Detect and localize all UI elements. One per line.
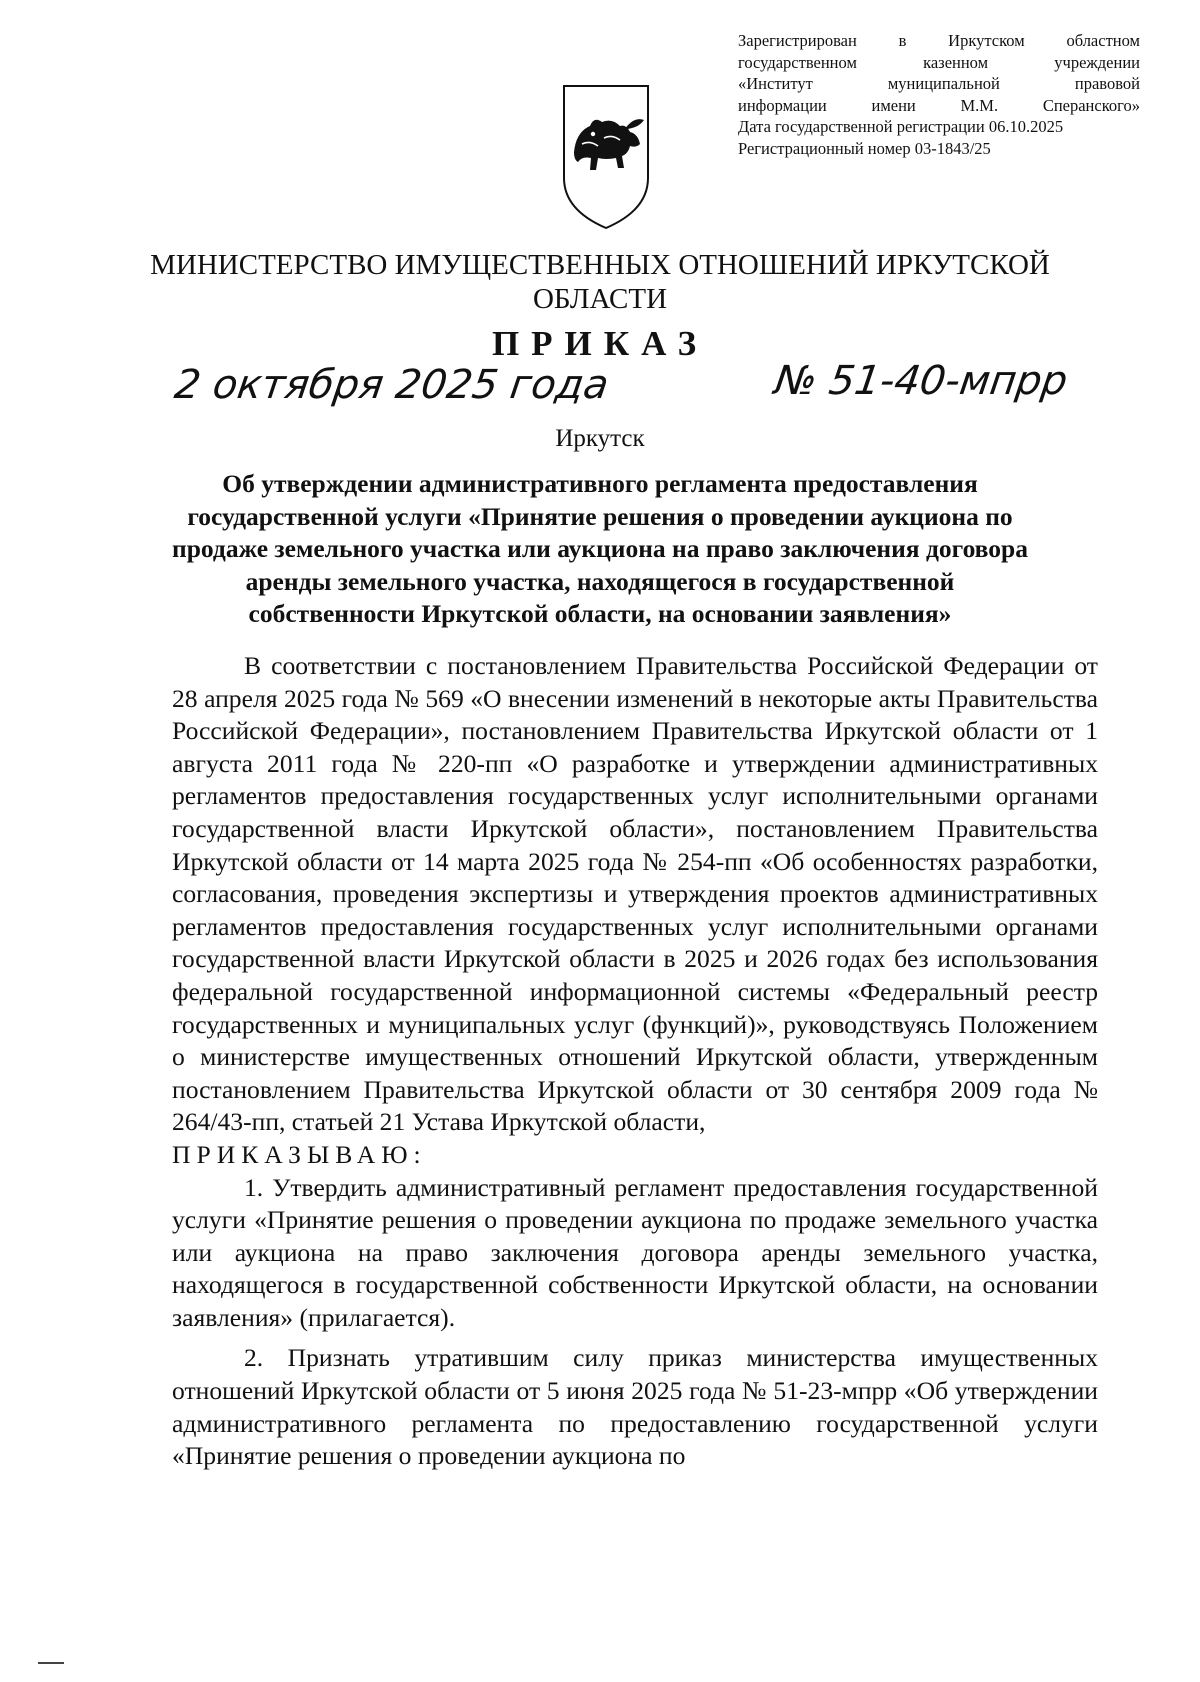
city: Иркутск — [555, 425, 645, 452]
order-word: ПРИКАЗЫВАЮ: — [172, 1139, 427, 1169]
handwritten-date: 2 октября 2025 года — [171, 362, 612, 408]
preamble-paragraph: В соответствии с постановлением Правительства Российской Федерации от 28 апреля 2025 года № 569 «О внесении изменений в некоторые акты Правительства Российской Федерации», постановлением Правительства Иркутской области от 1 августа 2011 года № 220-пп «О разработке и утверждении административных регламентов предоставления государственных услуг исполнительными органами государственной власти Иркутской области», постановлением Правительства Иркутской области от 14 марта 2025 года № 254-пп «Об особенностях разработки, согласования, проведения экспертизы и утверждения проектов административных регламентов предоставления государственных услуг исполнительными органами государственной власти Иркутской области в 2025 и 2026 годах без использования федеральной государственной информационной системы «Федеральный реестр государственных и муниципальных услуг (функций)», руководствуясь Положением о министерстве имущественных отношений Иркутской области, утвержденным постановлением Правительства Иркутской области от 30 сентября 2009 года № 264/43-пп, статьей 21 Устава Иркутской области, — [172, 651, 1098, 1137]
registration-line: государственном казенном учреждении — [738, 52, 1140, 72]
handwritten-order-number: № 51-40-мпрр — [771, 358, 1071, 404]
order-title: ПРИКАЗ — [491, 324, 709, 363]
order-body — [172, 650, 1098, 1473]
registration-date: Дата государственной регистрации 06.10.2025 — [738, 117, 1064, 136]
registration-line: «Институт муниципальной правовой — [738, 74, 1140, 93]
registration-stamp — [738, 30, 1140, 159]
page-edge-mark — [38, 1662, 64, 1664]
registration-line: Зарегистрирован в Иркутском областном — [738, 31, 1140, 50]
ministry-name: МИНИСТЕРСТВО ИМУЩЕСТВЕННЫХ ОТНОШЕНИЙ ИРКУТСКОЙ ОБЛАСТИ — [150, 249, 1050, 315]
order-item-2: 2. Признать утратившим силу приказ министерства имущественных отношений Иркутской области от 5 июня 2025 года № 51-23-мпрр «Об утверждении административного регламента по предоставлению государственной услуги «Принятие решения о проведении аукциона по — [172, 1343, 1098, 1471]
order-item-1: 1. Утвердить административный регламент предоставления государственной услуги «Принятие решения о проведении аукциона по продаже земельного участка или аукциона на право заключения договора аренды земельного участка, находящегося в государственной собственности Иркутской области, на основании заявления» (прилагается). — [172, 1172, 1098, 1332]
irkutsk-coat-of-arms-icon — [560, 82, 652, 232]
order-subject: Об утверждении административного регламента предоставления государственной услуги «Принятие решения о проведении аукциона по продаже земельного участка или аукциона на право заключения договора аренды земельного участка, находящегося в государственной собственности Иркутской области, на основании заявления» — [172, 469, 1028, 628]
registration-number: Регистрационный номер 03-1843/25 — [738, 138, 991, 158]
registration-line: информации имени М.М. Сперанского» — [738, 95, 1140, 115]
